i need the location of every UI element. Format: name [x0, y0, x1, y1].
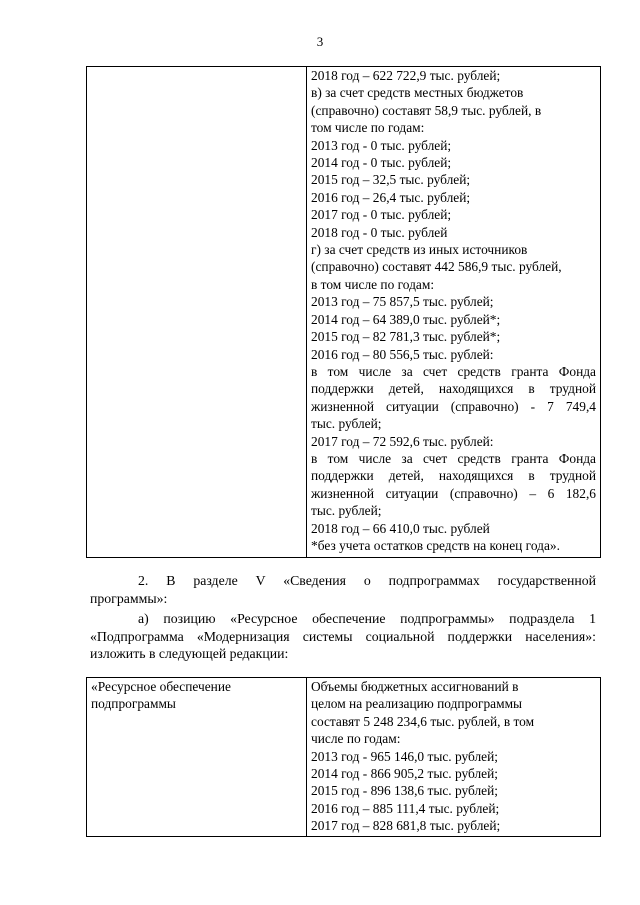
funding-line: поддержки детей, находящихся в трудной	[311, 381, 596, 397]
position-title-line: «Ресурсное обеспечение	[91, 679, 231, 694]
funding-line: 2018 год – 622 722,9 тыс. рублей;	[311, 68, 501, 83]
funding-line: составят 5 248 234,6 тыс. рублей, в том	[311, 713, 535, 729]
funding-line: *без учета остатков средств на конец года».	[311, 537, 560, 553]
funding-line: 2013 год - 0 тыс. рублей;	[311, 137, 452, 153]
funding-line: жизненной ситуации (справочно) – 6 182,6	[311, 485, 596, 501]
table-row	[87, 67, 601, 558]
section-2-paragraph	[90, 572, 596, 607]
table-cell-right	[307, 67, 601, 558]
funding-line: (справочно) составят 442 586,9 тыс. рублей,	[311, 259, 562, 275]
paragraph-line: а) позицию «Ресурсное обеспечение подпрограммы» подраздела 1	[138, 611, 596, 626]
funding-line: 2016 год – 80 556,5 тыс. рублей:	[311, 346, 494, 362]
resource-table-new	[86, 677, 601, 837]
funding-line: 2018 год – 66 410,0 тыс. рублей	[311, 520, 490, 536]
funding-line: 2018 год - 0 тыс. рублей	[311, 224, 448, 240]
funding-line: 2014 год – 64 389,0 тыс. рублей*;	[311, 311, 501, 327]
funding-line: 2016 год – 885 111,4 тыс. рублей;	[311, 800, 500, 816]
page-number: 3	[316, 34, 324, 49]
funding-line: 2015 год – 82 781,3 тыс. рублей*;	[311, 329, 501, 345]
funding-line: целом на реализацию подпрограммы	[311, 696, 523, 712]
funding-line: 2017 год – 828 681,8 тыс. рублей;	[311, 818, 501, 834]
funding-line: тыс. рублей;	[311, 503, 382, 519]
table-cell-left	[87, 678, 307, 837]
funding-line: в том числе по годам:	[311, 276, 435, 292]
funding-line: 2015 год - 896 138,6 тыс. рублей;	[311, 783, 498, 799]
table-row	[87, 678, 601, 837]
funding-line: 2015 год – 32,5 тыс. рублей;	[311, 172, 471, 188]
funding-line: 2013 год - 965 146,0 тыс. рублей;	[311, 748, 498, 764]
paragraph-line: «Подпрограмма «Модернизация системы социальной поддержки населения»:	[90, 628, 596, 644]
funding-line: жизненной ситуации (справочно) - 7 749,4	[311, 398, 596, 414]
funding-line: (справочно) составят 58,9 тыс. рублей, в	[311, 102, 542, 118]
funding-line: г) за счет средств из иных источников	[311, 242, 528, 258]
funding-line: в том числе за счет средств гранта Фонда	[311, 450, 596, 466]
funding-line: том числе по годам:	[311, 120, 425, 136]
table-cell-left	[87, 67, 307, 558]
funding-line: в) за счет средств местных бюджетов	[311, 85, 524, 101]
funding-line: числе по годам:	[311, 731, 401, 747]
paragraph-line: изложить в следующей редакции:	[90, 646, 289, 662]
funding-line: 2016 год – 26,4 тыс. рублей;	[311, 189, 471, 205]
funding-line: Объемы бюджетных ассигнований в	[311, 679, 519, 694]
paragraph-line: 2. В разделе V «Сведения о подпрограммах государственной	[138, 573, 596, 588]
paragraph-line: программы»:	[90, 590, 168, 606]
position-title-line: подпрограммы	[91, 696, 176, 712]
funding-line: 2017 год – 72 592,6 тыс. рублей:	[311, 433, 494, 449]
funding-line: поддержки детей, находящихся в трудной	[311, 468, 596, 484]
funding-line: в том числе за счет средств гранта Фонда	[311, 363, 596, 379]
funding-line: 2013 год – 75 857,5 тыс. рублей;	[311, 294, 494, 310]
funding-line: 2014 год - 866 905,2 тыс. рублей;	[311, 766, 498, 782]
funding-line: 2014 год - 0 тыс. рублей;	[311, 155, 452, 171]
funding-line: тыс. рублей;	[311, 416, 382, 432]
item-a-paragraph	[90, 610, 596, 663]
funding-line: 2017 год - 0 тыс. рублей;	[311, 207, 452, 223]
resource-table-continued	[86, 66, 601, 558]
table-cell-right	[307, 678, 601, 837]
